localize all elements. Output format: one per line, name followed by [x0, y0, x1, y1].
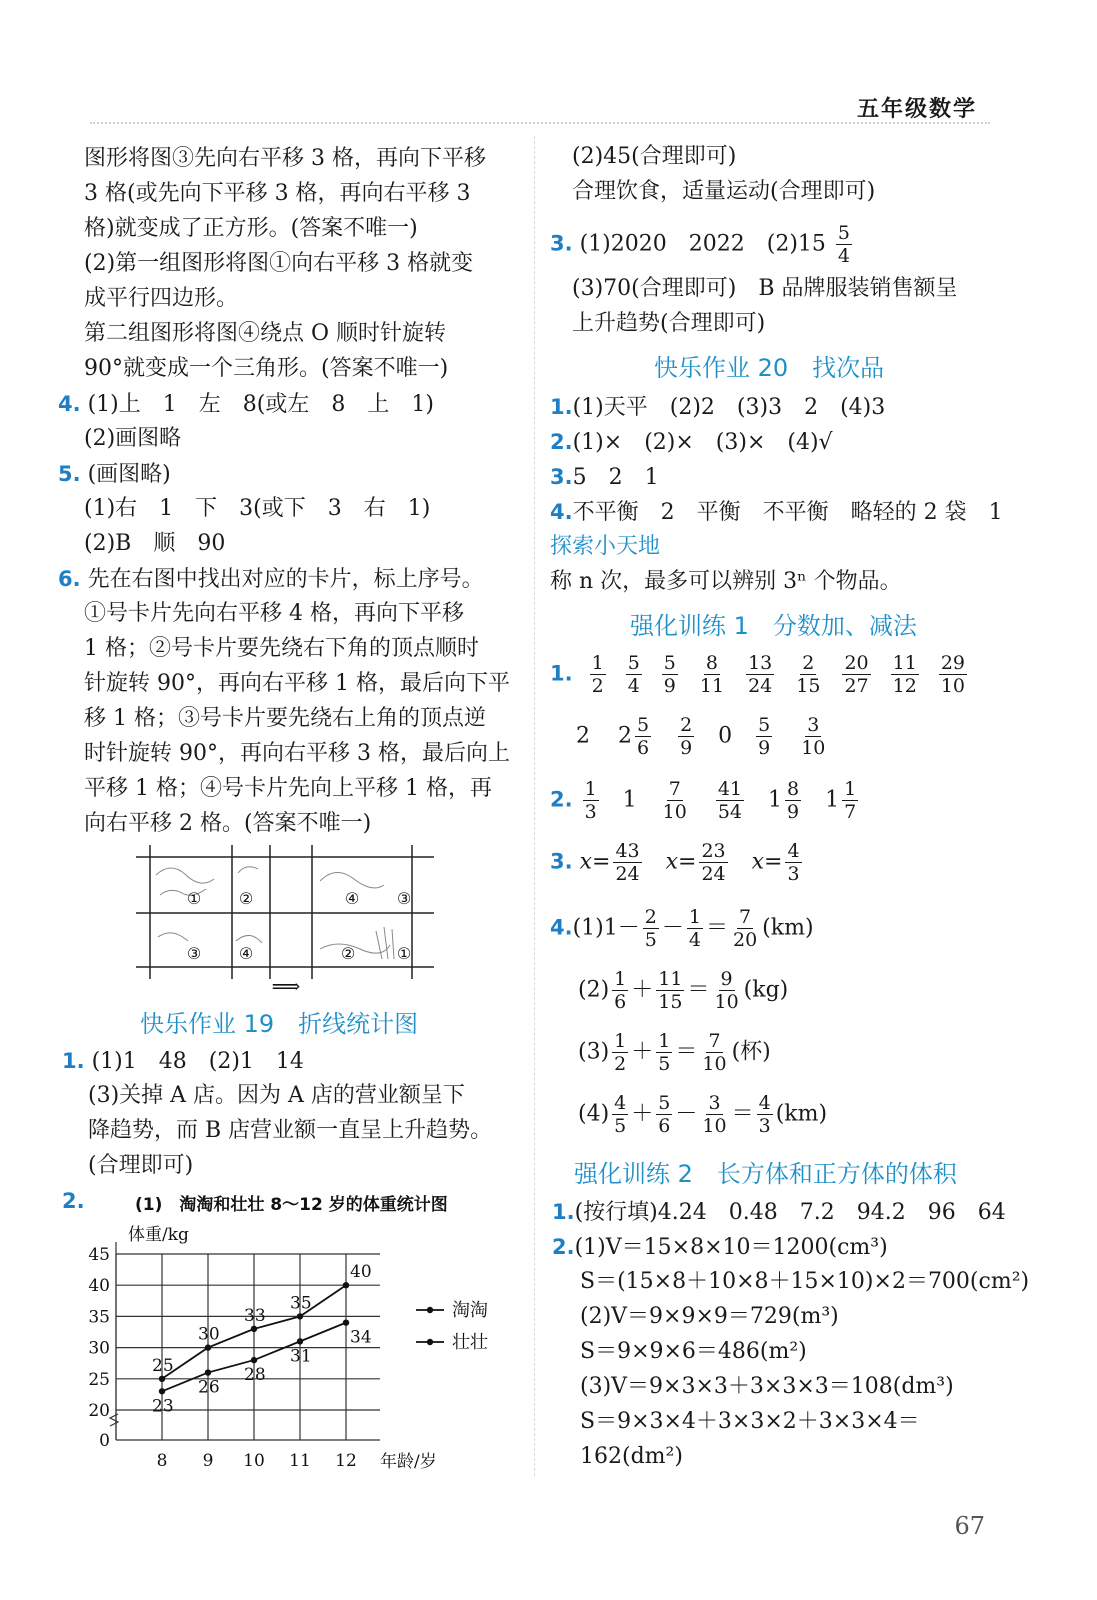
- axis-break: [110, 1414, 118, 1426]
- text-line: 合理饮食，适量运动(合理即可): [572, 179, 876, 204]
- answer-value: 0: [718, 723, 733, 749]
- fraction: $\frac{29}{10}$: [940, 652, 965, 697]
- data-label: 34: [350, 1327, 372, 1348]
- data-label: 30: [198, 1324, 220, 1345]
- fraction: $\frac{5}{9}$: [663, 652, 676, 697]
- fraction: $\frac{1}{6}$: [614, 968, 627, 1013]
- answer-text: (1)1 48 (2)1 14: [91, 1049, 304, 1074]
- section-title: 强化训练 1 分数加、减法: [630, 612, 917, 640]
- data-point: [251, 1357, 257, 1363]
- fraction: $\frac{3}{10}$: [702, 1092, 727, 1137]
- fraction: $\frac{1}{2}$: [591, 652, 604, 697]
- fraction: $\frac{4}{3}$: [787, 840, 800, 885]
- answer-text: 先在右图中找出对应的卡片，标上序号。: [87, 567, 484, 592]
- text-line: (合理即可): [88, 1153, 194, 1178]
- drill1-q4c: (3) $\frac{1}{2}$ ＋ $\frac{1}{5}$ ＝ $\frac{7}{10}$ (杯): [578, 1030, 771, 1075]
- fraction: $\frac{11}{12}$: [892, 652, 917, 697]
- data-label: 28: [244, 1365, 266, 1386]
- hw19-q1: [62, 1044, 304, 1079]
- text-line: ①号卡片先向右平移 4 格，再向下平移: [84, 601, 464, 626]
- drill1-q1-row1: [550, 652, 977, 697]
- card-label: ①: [186, 889, 202, 908]
- text-line: S＝9×9×6＝486(m²): [580, 1339, 807, 1364]
- hw20-q4: [550, 495, 1003, 530]
- text-line: (2)B 顺 90: [84, 531, 226, 556]
- y-tick-label: 45: [88, 1245, 110, 1265]
- legend-marker: [427, 1307, 433, 1313]
- text-line: (3)V＝9×3×3＋3×3×3＝108(dm³): [580, 1374, 954, 1399]
- text-line: 162(dm²): [580, 1444, 683, 1469]
- text-line: (3)关掉 A 店。因为 A 店的营业额呈下: [88, 1083, 465, 1108]
- text-line: 上升趋势(合理即可): [572, 311, 766, 336]
- fraction: $\frac{23}{24}$: [701, 840, 726, 885]
- fraction: $\frac{5}{4}$: [627, 652, 640, 697]
- text-line: 降趋势，而 B 店营业额一直呈上升趋势。: [88, 1118, 493, 1143]
- question-number: 1.: [550, 661, 573, 686]
- question-number: 3.: [550, 231, 573, 256]
- drill2-q1: [552, 1195, 1006, 1230]
- data-point: [159, 1376, 165, 1382]
- fraction: $\frac{11}{15}$: [658, 968, 683, 1013]
- header-divider: [90, 122, 990, 124]
- x-tick-label: 11: [289, 1451, 311, 1471]
- answer-value: 2: [617, 723, 632, 749]
- fraction: $\frac{1}{7}$: [844, 778, 857, 823]
- fraction: $\frac{2}{9}$: [680, 714, 693, 759]
- x-tick-label: 10: [243, 1451, 265, 1471]
- fraction: $\frac{13}{24}$: [748, 652, 773, 697]
- data-label: 35: [290, 1293, 312, 1314]
- variable: x=: [751, 849, 783, 875]
- data-point: [159, 1388, 165, 1394]
- hw20-q3: [550, 460, 659, 495]
- drill2-q2: [552, 1230, 888, 1265]
- text-line: (3)70(合理即可) B 品牌服装销售额呈: [572, 276, 958, 301]
- drill1-q1-row2: [576, 714, 830, 759]
- text-line: S＝9×3×4＋3×3×2＋3×3×4＝: [580, 1409, 920, 1434]
- data-point: [205, 1344, 211, 1350]
- fraction: $\frac{1}{2}$: [614, 1030, 627, 1075]
- text-line: 3 格(或先向下平移 3 格，再向右平移 3: [84, 181, 471, 206]
- answer-value: 1: [825, 787, 840, 813]
- question-number: 1.: [550, 395, 573, 419]
- fraction: $\frac{43}{24}$: [615, 840, 640, 885]
- fraction: $\frac{9}{10}$: [714, 968, 739, 1013]
- text-line: 第二组图形将图④绕点 O 顺时针旋转: [84, 321, 447, 346]
- question-number: 6.: [58, 567, 81, 591]
- card-label: ④: [238, 944, 254, 963]
- column-divider: [534, 136, 535, 1476]
- fraction: $\frac{3}{10}$: [801, 714, 826, 759]
- answer-value: 1: [768, 787, 782, 813]
- text-line: 向右平移 2 格。(答案不唯一): [84, 811, 372, 836]
- answer-value: 2: [576, 723, 590, 749]
- fraction: $\frac{2}{5}$: [644, 906, 657, 951]
- answer-text: (1)上 1 左 8(或左 8 上 1): [87, 392, 434, 417]
- fraction: $\frac{1}{5}$: [658, 1030, 671, 1075]
- card-label: ①: [396, 944, 412, 963]
- question-4: [58, 387, 434, 422]
- answer-text: (1)天平 (2)2 (3)3 2 (4)3: [572, 395, 886, 420]
- data-label: 26: [198, 1377, 220, 1398]
- question-number: 5.: [58, 462, 81, 486]
- answer-text: (1)2020 2022 (2)15: [579, 231, 826, 257]
- answer-text: 不平衡 2 平衡 不平衡 略轻的 2 袋 1: [572, 500, 1003, 525]
- data-label: 33: [244, 1305, 266, 1326]
- text-line: (2)第一组图形将图①向右平移 3 格就变: [84, 251, 474, 276]
- fraction: $\frac{5}{6}$: [658, 1092, 671, 1137]
- question-number: 1.: [62, 1049, 85, 1073]
- data-point: [297, 1313, 303, 1319]
- text-line: 平移 1 格；④号卡片先向上平移 1 格，再: [84, 776, 492, 801]
- answer-text: (1)× (2)× (3)× (4)√: [572, 430, 833, 455]
- y-tick-label: 0: [99, 1431, 110, 1451]
- question-number: 2.: [552, 1235, 575, 1259]
- question-6: [58, 562, 484, 597]
- section-title: 快乐作业 19 折线统计图: [140, 1010, 419, 1038]
- fraction: $\frac{1}{4}$: [688, 906, 701, 951]
- y-tick-label: 25: [88, 1369, 110, 1390]
- data-point: [297, 1338, 303, 1344]
- question-number: 4.: [550, 500, 573, 524]
- fraction: $\frac{4}{3}$: [758, 1092, 771, 1137]
- drill1-q2: [550, 778, 861, 823]
- drill1-q3: [550, 840, 805, 885]
- question-5: [58, 457, 171, 492]
- answer-text: (按行填)4.24 0.48 7.2 94.2 96 64: [574, 1200, 1006, 1225]
- x-axis-label: 年龄/岁: [380, 1452, 437, 1472]
- legend-marker: [427, 1339, 433, 1345]
- drill1-q4a: 4.(1)1－ $\frac{2}{5}$ － $\frac{1}{4}$ ＝ $\frac{7}{20}$ (km): [550, 906, 814, 951]
- data-point: [251, 1326, 257, 1332]
- text-line: S＝(15×8＋10×8＋15×10)×2＝700(cm²): [580, 1269, 1030, 1294]
- card-grid-figure: [136, 845, 436, 995]
- question-number: 4.: [58, 392, 81, 416]
- data-point: [205, 1369, 211, 1375]
- page-number: 67: [954, 1512, 985, 1540]
- fraction: $\frac{7}{20}$: [732, 906, 758, 951]
- fraction: $\frac{20}{27}$: [844, 652, 869, 697]
- data-point: [343, 1282, 349, 1288]
- y-tick-label: 20: [88, 1401, 110, 1421]
- chart-title: (1) 淘淘和壮壮 8～12 岁的体重统计图: [135, 1195, 448, 1215]
- variable: x=: [579, 849, 611, 875]
- data-label: 25: [152, 1355, 174, 1376]
- explore-heading: 探索小天地: [550, 534, 661, 559]
- text-line: (2)45(合理即可): [572, 144, 737, 169]
- data-label: 23: [152, 1396, 174, 1417]
- text-line: 成平行四边形。: [84, 286, 239, 311]
- answer-text: (画图略): [87, 462, 171, 487]
- fraction: $\frac{1}{3}$: [584, 778, 597, 823]
- y-axis-label: 体重/kg: [128, 1225, 189, 1245]
- fraction: $\frac{4}{5}$: [614, 1092, 627, 1137]
- text-line: 90°就变成一个三角形。(答案不唯一): [84, 356, 449, 381]
- text-line: 称 n 次，最多可以辨别 3ⁿ 个物品。: [550, 569, 902, 594]
- text-line: 格)就变成了正方形。(答案不唯一): [84, 216, 418, 241]
- data-label: 40: [350, 1262, 372, 1283]
- text-line: 时针旋转 90°，再向右平移 3 格，最后向上: [84, 741, 510, 766]
- y-tick-label: 30: [88, 1338, 110, 1359]
- text-line: 图形将图③先向右平移 3 格，再向下平移: [84, 146, 486, 171]
- text-line: 移 1 格；③号卡片要先绕右上角的顶点逆: [84, 706, 486, 731]
- card-label: ②: [340, 944, 356, 963]
- text-line: (1)右 1 下 3(或下 3 右 1): [84, 496, 431, 521]
- question-number: 2.: [62, 1189, 85, 1213]
- question-number: 1.: [552, 1200, 575, 1224]
- fraction: [836, 222, 852, 267]
- weight-line-chart: [80, 1190, 520, 1480]
- hw20-q1: [550, 390, 885, 425]
- card-label: ②: [238, 889, 254, 908]
- question-number: 3.: [550, 465, 573, 489]
- section-title: 强化训练 2 长方体和正方体的体积: [574, 1160, 957, 1188]
- question-number: 2.: [550, 430, 573, 454]
- legend-label: 淘淘: [452, 1300, 488, 1321]
- fraction: $\frac{5}{9}$: [758, 714, 771, 759]
- fraction: $\frac{41}{54}$: [717, 778, 743, 823]
- x-tick-label: 12: [335, 1451, 357, 1471]
- page-header-title: 五年级数学: [856, 97, 977, 122]
- section-title: 快乐作业 20 找次品: [654, 354, 885, 382]
- x-tick-label: 9: [202, 1451, 214, 1471]
- arrow-right-icon: ⟹: [271, 974, 301, 995]
- fraction: $\frac{7}{10}$: [702, 1030, 727, 1075]
- y-tick-label: 40: [88, 1276, 110, 1297]
- text-line: (2)V＝9×9×9＝729(m³): [580, 1304, 839, 1329]
- y-tick-label: 35: [88, 1307, 110, 1328]
- numerator: 5: [837, 222, 850, 244]
- hw20-q2: [550, 425, 833, 460]
- fraction: $\frac{7}{10}$: [662, 778, 687, 823]
- text-line: 1 格；②号卡片要先绕右下角的顶点顺时: [84, 636, 479, 661]
- fraction: $\frac{8}{11}$: [699, 652, 725, 697]
- fraction: $\frac{2}{15}$: [796, 652, 821, 697]
- data-label: 31: [290, 1346, 312, 1367]
- answer-text: (1)V＝15×8×10＝1200(cm³): [574, 1235, 888, 1260]
- variable: x=: [665, 849, 697, 875]
- card-label: ④: [344, 889, 360, 908]
- data-point: [343, 1319, 349, 1325]
- question-3: [550, 222, 855, 267]
- x-tick-label: 8: [156, 1451, 168, 1471]
- drill1-q4b: (2) $\frac{1}{6}$ ＋ $\frac{11}{15}$ ＝ $\frac{9}{10}$ (kg): [578, 968, 789, 1013]
- text-line: 针旋转 90°，再向右平移 1 格，最后向下平: [84, 671, 510, 696]
- answer-text: 5 2 1: [572, 465, 659, 490]
- denominator: 4: [837, 245, 850, 267]
- question-number: 3.: [550, 849, 573, 874]
- question-number: 2.: [550, 787, 573, 812]
- legend-label: 壮壮: [452, 1332, 488, 1353]
- card-label: ③: [186, 944, 202, 963]
- text-line: (2)画图略: [84, 426, 182, 451]
- card-label: ③: [396, 889, 412, 908]
- question-number: 4.: [550, 915, 573, 940]
- answer-value: 1: [622, 787, 637, 813]
- fraction: $\frac{5}{6}$: [636, 714, 650, 759]
- fraction: $\frac{8}{9}$: [787, 778, 800, 823]
- drill1-q4d: (4) $\frac{4}{5}$ ＋ $\frac{5}{6}$ － $\frac{3}{10}$ ＝ $\frac{4}{3}$ (km): [578, 1092, 828, 1137]
